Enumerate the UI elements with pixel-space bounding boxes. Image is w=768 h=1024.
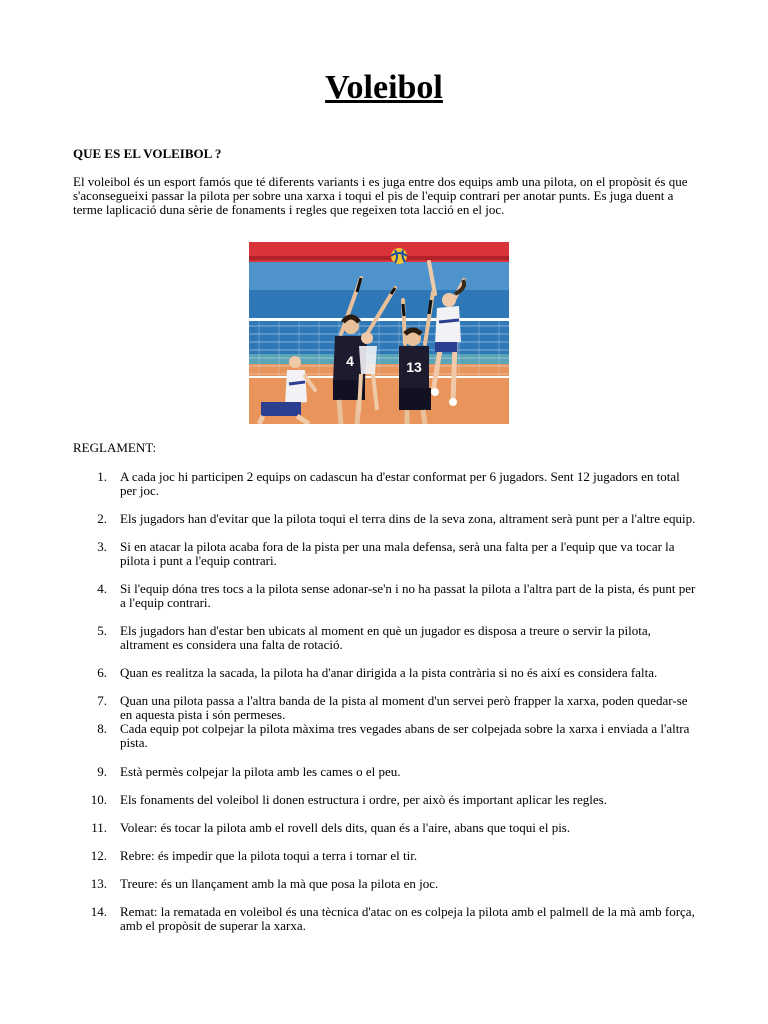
- rule-number: 7.: [97, 693, 107, 708]
- jersey-number-4: 4: [346, 353, 354, 369]
- photo-stand: [249, 262, 509, 290]
- rule-text: Està permès colpejar la pilota amb les cames o el peu.: [120, 764, 401, 779]
- rule-number: 10.: [90, 792, 107, 807]
- intro-paragraph: El voleibol és un esport famós que té diferents variants i es juga entre dos equips amb una pilota, on el propòsit és que s'aconsegueixi passar la pilota per sobre una xarxa i toqui el pis de l'equip contrari per anotar punts. Es juga duent a terme laplicació duna sèrie de fonaments i regles que regeixen tota lacció en el joc.: [73, 174, 688, 217]
- section-heading: QUE ES EL VOLEIBOL ?: [73, 146, 222, 161]
- rule-number: 4.: [97, 581, 107, 596]
- rule-text: A cada joc hi participen 2 equips on cadascun ha d'estar conformat per 6 jugadors. Sent 12 jugadors en total per joc.: [120, 469, 680, 498]
- rule-number: 1.: [97, 469, 107, 484]
- photo-banner-stripe: [249, 256, 509, 260]
- rule-number: 8.: [97, 721, 107, 736]
- rule-text: Els jugadors han d'estar ben ubicats al moment en què un jugador es disposa a treure o servir la pilota, altrament es considera una falta de rotació.: [120, 623, 651, 652]
- rule-text: Treure: és un llançament amb la mà que posa la pilota en joc.: [120, 876, 439, 891]
- rule-text: Quan es realitza la sacada, la pilota ha d'anar dirigida a la pista contrària si no és així es considera falta.: [120, 665, 658, 680]
- rule-number: 2.: [97, 511, 107, 526]
- rule-text: Si l'equip dóna tres tocs a la pilota sense adonar-se'n i no ha passat la pilota a l'altra part de la pista, és punt per a l'equip contrari.: [120, 581, 696, 610]
- rule-text: Cada equip pot colpejar la pilota màxima tres vegades abans de ser colpejada sobre la xarxa i enviada a l'altra pista.: [120, 721, 690, 750]
- rule-number: 12.: [90, 848, 107, 863]
- volleyball-match-photo: [249, 242, 509, 424]
- rule-text: Rebre: és impedir que la pilota toqui a terra i tornar el tir.: [120, 848, 418, 863]
- rule-text: Els fonaments del voleibol li donen estructura i ordre, per això és important aplicar les regles.: [120, 792, 607, 807]
- rule-number: 9.: [97, 764, 107, 779]
- rule-text: Quan una pilota passa a l'altra banda de la pista al moment d'un servei però frapper la xarxa, poden quedar-se en aquesta pista i són permeses.: [120, 693, 688, 722]
- rule-text: Volear: és tocar la pilota amb el rovell dels dits, quan és a l'aire, abans que toqui el pis.: [120, 820, 571, 835]
- rule-number: 5.: [97, 623, 107, 638]
- rule-text: Els jugadors han d'evitar que la pilota toqui el terra dins de la seva zona, altrament serà punt per a l'altre equip.: [120, 511, 696, 526]
- page-title: Voleibol: [325, 69, 443, 106]
- rule-text: Si en atacar la pilota acaba fora de la pista per una mala defensa, serà una falta per a l'equip que va tocar la pilota i punt a l'equip contrari.: [120, 539, 675, 568]
- rule-number: 3.: [97, 539, 107, 554]
- rule-number: 6.: [97, 665, 107, 680]
- jersey-number-13: 13: [406, 359, 422, 375]
- reglament-heading: REGLAMENT:: [73, 440, 157, 455]
- rule-text: Remat: la rematada en voleibol és una tècnica d'atac on es colpeja la pilota amb el palmell de la mà amb força, amb el propòsit de superar la xarxa.: [120, 904, 695, 933]
- rule-number: 11.: [91, 820, 107, 835]
- rule-number: 14.: [90, 904, 107, 919]
- rule-number: 13.: [90, 876, 107, 891]
